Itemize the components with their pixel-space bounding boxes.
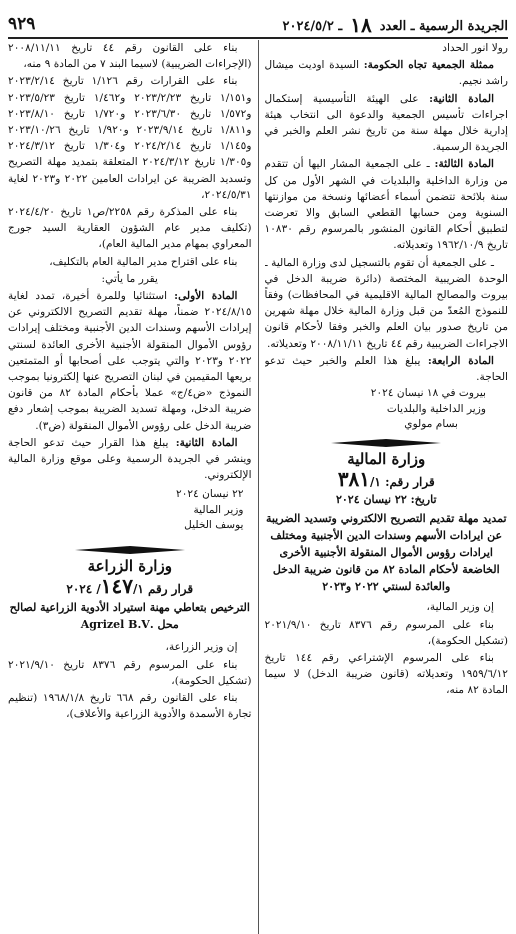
article-4 <box>265 353 509 385</box>
article-3 <box>265 156 509 253</box>
representative-text: السيدة اوديت ميشال راشد نجيم. <box>264 59 508 88</box>
signature-name: بسام مولوي <box>404 418 458 431</box>
ministry-agriculture-heading: وزارة الزراعة <box>87 556 172 575</box>
finance-preamble-2: بناء على المرسوم رقم ٨٣٧٦ تاريخ ٢٠٢١/٩/١٠ (تشكيل الحكومة)، <box>264 618 508 647</box>
divider-ornament-icon <box>75 546 185 554</box>
agri-decision-suffix: /١/ ٢٠٢٤ <box>66 582 144 597</box>
decision-no: ٣٨١ <box>337 466 371 491</box>
decision-suffix: /١ <box>370 474 381 489</box>
article-2-label: المادة الثانية: <box>429 92 495 105</box>
columns <box>8 40 508 934</box>
decides-line: يقرر ما يأتي: <box>101 272 158 285</box>
agri-decision-prefix: قرار رقم <box>147 582 194 597</box>
page-number: ٩٢٩ <box>8 14 36 34</box>
registration-paragraph: ـ على الجمعية أن تقوم بالتسجيل لدى وزارة المالية ـ الوحدة الضريبية المختصة (دائرة ضريبة الدخل في بيروت والمصالح المالية الاقليمية في المحافظات) وفقاً للنموذج المُعدّ من قبل وزارة المالية خلال مهلة شهرين من تاريخ صدور بيان العلم والخبر وفقا لأحكام قانون الاجراءات الضريبية رقم ٤٤ تاريخ ٢٠٠٨/١١/١١ وتعديلاته. <box>264 256 508 350</box>
finance-article-1-text: استثنائيا وللمرة أخيرة، تمدد لغاية ٢٠٢٤/٨/١٥ ضمناً، مهلة تقديم التصريح الالكتروني عن إيرادات الأسهم وسندات الدين الأجنبية ومختلف إيرادات رؤوس الأموال المنقولة الأجنبية الأخرى العائدة لسنتي ٢٠٢٢ و٢٠٢٣ والتي يتوجب على أصحابها أو المتمتعين بريعها المقيمين في لبنان التصريح عنها إلكترونيا بموجب النموذج «ض٤/ج» عملا بأحكام المادة ٨٢ من قانون ضريبة الدخل، ومهلة تسديد الضريبة بموجب إشعار دفع ضريبة الدخل على رؤوس الأموال المنقولة (ض٣). <box>8 290 252 432</box>
issue-number: ١٨ <box>350 13 372 37</box>
gazette-title: الجريدة الرسمية ـ العدد <box>379 19 508 34</box>
finance-article-2-text: يبلغ هذا القرار حيث تدعو الحاجة وينشر في الجريدة الرسمية وعلى موقع وزارة المالية الإلكتروني. <box>8 436 252 482</box>
article-3-label: المادة الثالثة: <box>434 158 494 171</box>
representative-paragraph <box>265 57 509 89</box>
right-column <box>265 40 509 934</box>
proposal-paragraph: بناء على اقتراح مدير المالية العام بالتكليف، <box>49 255 238 268</box>
finance-decision-subject: تمديد مهلة تقديم التصريح الالكتروني وتسديد الضريبة عن ايرادات الأسهم وسندات الدين الأجنبية ومختلف ايرادات رؤوس الأموال المنقولة الأجنبية الأخرى الخاضعة لأحكام المادة ٨٢ من قانون ضريبة الدخل والعائدة لسنتي ٢٠٢٢ و٢٠٢٣ <box>265 512 507 594</box>
article-4-text: يبلغ هذا العلم والخبر حيث تدعو الحاجة. <box>264 354 508 384</box>
finance-article-1 <box>8 288 252 434</box>
agriculture-decision-subject: الترخيص بتعاطي مهنة استيراد الأدوية الزراعية لصالح محل .Agrizel B.V <box>9 601 250 632</box>
agri-preamble-1: إن وزير الزراعة، <box>165 641 238 654</box>
signature-title: وزير الداخلية والبلديات <box>386 402 486 415</box>
agri-decision-no: ١٤٧ <box>100 574 133 599</box>
finance-signature-title: وزير المالية <box>193 503 244 516</box>
finance-preamble-1: إن وزير المالية، <box>426 601 494 614</box>
finance-preamble-3: بناء على المرسوم الإشتراعي رقم ١٤٤ تاريخ ١٩٥٩/٦/١٢ وتعديلاته (قانون ضريبة الدخل) لا سيما المادة ٨٢ منه، <box>264 651 508 697</box>
column-rule <box>258 40 259 934</box>
law-44-paragraph: بناء على القانون رقم ٤٤ تاريخ ٢٠٠٨/١١/١١ (الإجراءات الضريبية) لاسيما البند ٧ من المادة ٩ منه، <box>8 42 252 71</box>
agriculture-decision-number <box>8 574 252 599</box>
divider-ornament-icon <box>331 439 441 447</box>
decision-prefix: قرار رقم: <box>385 474 435 489</box>
signature-date: بيروت في ١٨ نيسان ٢٠٢٤ <box>370 387 486 400</box>
header-title-group <box>282 13 509 37</box>
decisions-paragraph: بناء على القرارات رقم ١/١٢٦ تاريخ ٢٠٢٣/٢/١٤ و١/١٥١ تاريخ ٢٠٢٣/٢/٢٣ و١/٤٦٢ تاريخ ٢٠٢٣/٥/٢٣ و١/٥٧٢ تاريخ ٢٠٢٣/٦/٣٠ و١/٧٢٠ تاريخ ٢٠٢٣/٨/١٠ و١/٨١١ تاريخ ٢٠٢٣/٩/١٤ و١/٩٢٠ تاريخ ٢٠٢٣/١٠/٢٦ و١/١٤٥ تاريخ ٢٠٢٤/٢/١٤ و١/٣٠٤ تاريخ ٢٠٢٤/٣/١٢ و١/٣٠٥ تاريخ ٢٠٢٤/٣/١٢ المتعلقة بتمديد مهلة التصريح وتسديد الضريبة عن ايرادات العامين ٢٠٢٢ و٢٠٢٣ لغاية ٢٠٢٤/٥/٣١، <box>8 75 252 201</box>
finance-article-2 <box>8 435 252 484</box>
page-header <box>8 6 508 39</box>
agri-preamble-2: بناء على المرسوم رقم ٨٣٧٦ تاريخ ٢٠٢١/٩/١٠ (تشكيل الحكومة)، <box>8 658 252 687</box>
section-divider <box>265 439 509 447</box>
member-name: رولا انور الحداد <box>442 42 508 54</box>
article-2-text: على الهيئة التأسيسية إستكمال اجراءات تأسيس الجمعية والدعوة الى انتخاب هيئة إدارية خلال مهلة سنة من تاريخ نشر العلم والخبر في الجريدة الرسمية. <box>264 92 508 154</box>
issue-date: ـ ٢٠٢٤/٥/٢ <box>282 19 343 34</box>
finance-signature <box>8 487 252 534</box>
agri-preamble-3: بناء على القانون رقم ٦٦٨ تاريخ ١٩٦٨/١/٨ (تنظيم تجارة الأسمدة والأدوية الزراعية والأعلاف)، <box>8 692 252 721</box>
article-3-text: ـ على الجمعية المشار اليها أن تتقدم من وزارة الداخلية والبلديات في الشهر الأول من كل سنة بلائحة تتضمن أسماء أعضائها ونسخة من موازنتها السنوية ومن حسابها القطعي السابق والا تعرضت لتطبيق أحكام القانون المنشور بالمرسوم رقم ١٠٨٣٠ تاريخ ١٩٦٢/١٠/٩ وتعديلاته. <box>264 158 508 252</box>
section-divider-2 <box>8 546 252 554</box>
article-4-label: المادة الرابعة: <box>427 354 494 367</box>
finance-signature-date: ٢٢ نيسان ٢٠٢٤ <box>176 488 244 501</box>
finance-decision-number <box>265 466 509 491</box>
finance-signature-name: يوسف الخليل <box>184 519 244 532</box>
representative-label: ممثلة الجمعية تجاه الحكومة: <box>363 59 494 72</box>
finance-article-1-label: المادة الأولى: <box>174 290 238 303</box>
finance-article-2-label: المادة الثانية: <box>175 436 238 449</box>
finance-decision-date: تاريخ: ٢٢ نيسان ٢٠٢٤ <box>335 493 437 507</box>
memo-paragraph: بناء على المذكرة رقم ٢٢٥٨/ص١ تاريخ ٢٠٢٤/٤/٢٠ (تكليف مدير عام الشؤون العقارية السيد جورج المعراوي بمهام مدير المالية العام)، <box>8 206 252 251</box>
left-column <box>8 40 252 934</box>
article-2 <box>265 91 509 156</box>
ministry-finance-heading: وزارة المالية <box>347 449 426 468</box>
interior-signature <box>265 386 509 433</box>
